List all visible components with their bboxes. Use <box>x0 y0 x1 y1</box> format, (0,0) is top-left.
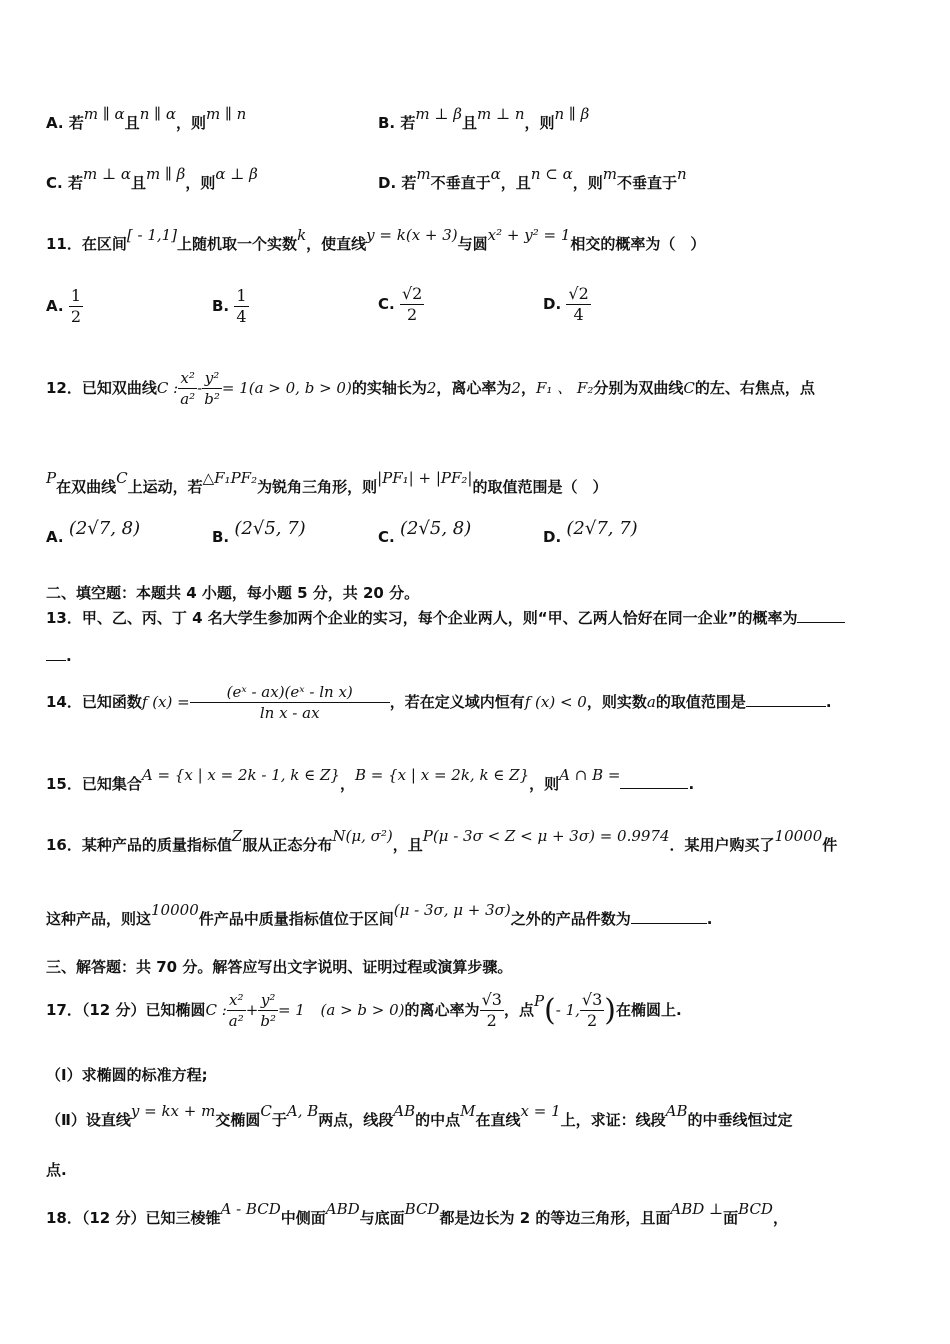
question-text: ， <box>520 379 536 397</box>
denominator: 2 <box>587 1011 598 1030</box>
q11-stem <box>46 226 706 254</box>
fraction <box>566 284 590 325</box>
question-text: ，则实数 <box>586 693 647 711</box>
math-expr: (2√5, 7) <box>234 518 306 539</box>
answer-blank <box>746 692 826 707</box>
math-expr: f (x) = <box>141 693 190 711</box>
question-text: 14．已知函数 <box>46 693 142 711</box>
math-expr: M <box>460 1102 476 1120</box>
numerator: √3 <box>581 990 603 1009</box>
question-text: ， <box>339 775 355 793</box>
math-expr: AB <box>665 1102 688 1120</box>
q10-option-c <box>46 165 258 193</box>
question-text: 件产品中质量指标值位于区间 <box>198 910 394 928</box>
math-expr: m ⊥ n <box>476 105 525 123</box>
math-expr: A - BCD <box>220 1200 281 1218</box>
math-expr: P(μ - 3σ < Z < μ + 3σ) = 0.9974 <box>422 827 670 845</box>
math-expr: 2 <box>426 379 437 397</box>
math-expr: x = 1 <box>520 1102 561 1120</box>
option-letter: C. <box>378 528 395 546</box>
answer-blank <box>46 646 66 661</box>
math-expr: B = {x | x = 2k, k ∈ Z} <box>355 766 530 784</box>
math-expr: BCD <box>404 1200 440 1218</box>
question-text: . <box>706 910 713 928</box>
option-text: ，则 <box>572 174 603 192</box>
denominator: ln x - ax <box>259 704 320 722</box>
fraction <box>580 990 604 1031</box>
question-text: ，离心率为 <box>436 379 512 397</box>
q13-stem <box>46 607 845 628</box>
option-text: ，则 <box>185 174 216 192</box>
numerator: √2 <box>568 284 589 303</box>
section-2-heading: 二、填空题：本题共 4 小题，每小题 5 分，共 20 分。 <box>46 584 420 602</box>
question-text: 在直线 <box>475 1111 521 1129</box>
option-letter: D. <box>378 174 397 192</box>
denominator: a² <box>180 390 196 408</box>
option-letter: D. <box>543 295 562 313</box>
option-letter: C. <box>378 295 395 313</box>
math-expr: Z <box>231 827 243 845</box>
math-expr: y = kx + m <box>130 1102 216 1120</box>
math-expr: f (x) < 0 <box>524 693 587 711</box>
math-expr: - 1, <box>555 1001 580 1019</box>
q16-stem-line2 <box>46 901 713 929</box>
math-expr: A ∩ B = <box>559 766 621 784</box>
math-expr: 10000 <box>151 901 199 919</box>
math-expr: C : <box>156 379 179 397</box>
question-text: 18．（12 分）已知三棱锥 <box>46 1209 221 1227</box>
option-text: 若 <box>400 114 416 132</box>
math-expr: F₁ 、 F₂ <box>535 379 594 397</box>
option-text: ，则 <box>175 114 206 132</box>
math-expr: = 1(a > 0, b > 0) <box>221 379 352 397</box>
question-text: 上运动，若 <box>127 478 203 496</box>
q17-part2-end: 点. <box>46 1161 67 1179</box>
math-expr: m ∥ β <box>145 165 186 183</box>
q13-stem-cont <box>46 646 72 665</box>
question-text: ，点 <box>503 1001 534 1019</box>
question-text: . <box>825 693 832 711</box>
question-text: ．某用户购买了 <box>669 836 775 854</box>
option-text: 若 <box>67 174 83 192</box>
question-text: ，且 <box>392 836 423 854</box>
question-text: 为锐角三角形，则 <box>257 478 378 496</box>
math-expr: α ⊥ β <box>215 165 258 183</box>
math-expr: n ∥ α <box>139 105 176 123</box>
denominator: 4 <box>236 307 247 326</box>
denominator: 4 <box>573 305 584 324</box>
question-text: ， <box>772 1209 788 1227</box>
q17-part2 <box>46 1102 793 1130</box>
answer-blank <box>631 909 707 924</box>
math-expr: AB <box>393 1102 416 1120</box>
math-expr: m ⊥ β <box>415 105 462 123</box>
math-expr: C <box>116 469 128 487</box>
q17-part1: （Ⅰ）求椭圆的标准方程; <box>46 1066 208 1084</box>
fraction <box>178 368 197 409</box>
math-expr: C <box>683 379 695 397</box>
question-text: 在双曲线 <box>56 478 117 496</box>
question-text: 的离心率为 <box>404 1001 480 1019</box>
math-expr: m <box>416 165 431 183</box>
math-expr: n ⊂ α <box>530 165 573 183</box>
question-text: 面 <box>723 1209 739 1227</box>
q10-option-d <box>378 165 687 193</box>
option-text: ，且 <box>500 174 531 192</box>
question-text: ，则 <box>529 775 560 793</box>
question-text: 的左、右焦点，点 <box>694 379 815 397</box>
q14-stem <box>46 682 832 723</box>
question-text: 与圆 <box>457 235 488 253</box>
math-expr: n ∥ β <box>554 105 590 123</box>
math-expr: m ∥ n <box>205 105 247 123</box>
math-expr: (μ - 3σ, μ + 3σ) <box>393 901 511 919</box>
math-expr: m <box>602 165 617 183</box>
math-expr: △F₁PF₂ <box>202 469 258 487</box>
denominator: 2 <box>407 305 418 324</box>
numerator: √3 <box>481 990 502 1009</box>
math-expr: 10000 <box>774 827 823 845</box>
math-expr: (2√5, 8) <box>399 518 472 539</box>
option-letter: A. <box>46 114 64 132</box>
math-expr: ABD <box>325 1200 360 1218</box>
numerator: y² <box>258 990 278 1011</box>
q11-option-a <box>46 286 83 327</box>
question-text: 件 <box>822 836 838 854</box>
question-text: . <box>688 775 695 793</box>
question-text: 12．已知双曲线 <box>46 379 157 397</box>
option-text: 不垂直于 <box>616 174 677 192</box>
question-text: 的实轴长为 <box>351 379 427 397</box>
numerator: x² <box>227 990 246 1011</box>
fraction <box>258 990 278 1031</box>
fraction <box>190 682 390 723</box>
math-expr: (a > b > 0) <box>320 1001 405 1019</box>
option-text: 若 <box>68 114 84 132</box>
q12-option-d <box>543 518 638 547</box>
section-3-heading: 三、解答题：共 70 分。解答应写出文字说明、证明过程或演算步骤。 <box>46 958 513 976</box>
option-text: 且 <box>461 114 477 132</box>
math-expr: + <box>245 1001 259 1019</box>
question-text: 两点，线段 <box>318 1111 394 1129</box>
question-text: ，使直线 <box>306 235 367 253</box>
question-text: 上，求证：线段 <box>560 1111 666 1129</box>
question-text: . <box>66 647 72 665</box>
math-expr: m ⊥ α <box>82 165 131 183</box>
q12-stem-line2 <box>46 469 608 497</box>
denominator: b² <box>260 1012 276 1030</box>
math-expr: C <box>260 1102 272 1120</box>
math-expr: 2 <box>511 379 521 397</box>
question-text: 的中点 <box>415 1111 461 1129</box>
math-expr: |PF₁| + |PF₂| <box>377 469 473 487</box>
question-text: 在椭圆上. <box>616 1001 682 1019</box>
question-text: 交椭圆 <box>215 1111 261 1129</box>
question-text: 的取值范围是（ ） <box>472 478 608 496</box>
question-text: 的中垂线恒过定 <box>687 1111 793 1129</box>
option-text: 且 <box>124 114 140 132</box>
question-text: 服从正态分布 <box>242 836 333 854</box>
option-letter: D. <box>543 528 562 546</box>
option-text: 不垂直于 <box>430 174 491 192</box>
option-letter: A. <box>46 528 64 546</box>
question-text: 11．在区间 <box>46 235 127 253</box>
fraction <box>202 368 222 409</box>
math-expr: - <box>197 379 203 397</box>
option-letter: B. <box>212 528 230 546</box>
question-text: 15．已知集合 <box>46 775 142 793</box>
question-text: 都是边长为 2 的等边三角形，且面 <box>439 1209 671 1227</box>
answer-blank <box>620 774 688 789</box>
math-expr: α <box>490 165 501 183</box>
option-letter: B. <box>378 114 396 132</box>
math-expr: P <box>533 992 545 1010</box>
option-letter: B. <box>212 297 230 315</box>
question-text: 之外的产品件数为 <box>510 910 631 928</box>
math-expr: A, B <box>286 1102 319 1120</box>
question-text: 的取值范围是 <box>655 693 746 711</box>
numerator: y² <box>202 368 222 389</box>
math-expr: x² + y² = 1 <box>487 226 571 244</box>
question-text: （Ⅱ）设直线 <box>46 1111 131 1129</box>
option-letter: C. <box>46 174 63 192</box>
q10-option-b <box>378 105 590 133</box>
math-expr: m ∥ α <box>83 105 125 123</box>
fraction <box>400 284 424 325</box>
q12-option-c <box>378 518 472 547</box>
math-expr: (2√7, 7) <box>566 518 638 539</box>
question-text: 于 <box>271 1111 287 1129</box>
q11-option-b <box>212 286 249 327</box>
question-text: 分别为双曲线 <box>593 379 684 397</box>
q10-option-a <box>46 105 247 133</box>
q18-stem <box>46 1200 788 1228</box>
denominator: 2 <box>486 1011 497 1030</box>
math-expr: [ - 1,1] <box>126 226 178 244</box>
fraction <box>234 286 248 327</box>
question-text: 这种产品，则这 <box>46 910 152 928</box>
denominator: 2 <box>70 307 82 326</box>
question-text: ，若在定义域内恒有 <box>389 693 525 711</box>
q11-option-d <box>543 284 591 325</box>
math-expr: y = k(x + 3) <box>366 226 458 244</box>
left-paren: ( <box>544 993 556 1028</box>
math-expr: a <box>646 693 656 711</box>
option-letter: A. <box>46 297 64 315</box>
option-text: 且 <box>130 174 146 192</box>
option-text: 若 <box>401 174 417 192</box>
q16-stem-line1 <box>46 827 838 855</box>
math-expr: P <box>46 469 57 487</box>
q12-option-b <box>212 518 306 547</box>
question-text: 16．某种产品的质量指标值 <box>46 836 232 854</box>
q12-stem-line1 <box>46 368 815 409</box>
math-expr: A = {x | x = 2k - 1, k ∈ Z} <box>141 766 340 784</box>
answer-blank <box>797 608 845 623</box>
math-expr: BCD <box>738 1200 773 1218</box>
math-expr: C : <box>205 1001 227 1019</box>
numerator: (eˣ - ax)(eˣ - ln x) <box>190 682 390 703</box>
q15-stem <box>46 766 695 794</box>
math-expr: k <box>297 226 307 244</box>
math-expr: n <box>676 165 687 183</box>
question-text: 相交的概率为（ ） <box>570 235 706 253</box>
math-expr: (2√7, 8) <box>68 518 141 539</box>
math-expr: ABD ⊥ <box>670 1200 724 1218</box>
denominator: b² <box>204 390 220 408</box>
math-expr: = 1 <box>277 1001 305 1019</box>
numerator: x² <box>178 368 197 389</box>
denominator: a² <box>228 1012 244 1030</box>
question-text: 中侧面 <box>280 1209 326 1227</box>
math-expr: N(μ, σ²) <box>332 827 393 845</box>
question-text: 17．（12 分）已知椭圆 <box>46 1001 206 1019</box>
numerator: √2 <box>401 284 423 303</box>
fraction <box>69 286 83 327</box>
question-text: 与底面 <box>359 1209 405 1227</box>
question-text: 上随机取一个实数 <box>177 235 298 253</box>
right-paren: ) <box>604 993 617 1028</box>
option-text: ，则 <box>524 114 555 132</box>
q17-stem <box>46 990 682 1031</box>
question-text: 13．甲、乙、丙、丁 4 名大学生参加两个企业的实习，每个企业两人，则“甲、乙两人恰好在同一企业”的概率为 <box>46 609 798 627</box>
fraction <box>227 990 246 1031</box>
numerator: 1 <box>236 286 247 305</box>
fraction <box>480 990 504 1031</box>
q12-option-a <box>46 518 141 547</box>
numerator: 1 <box>70 286 82 305</box>
q11-option-c <box>378 284 424 325</box>
